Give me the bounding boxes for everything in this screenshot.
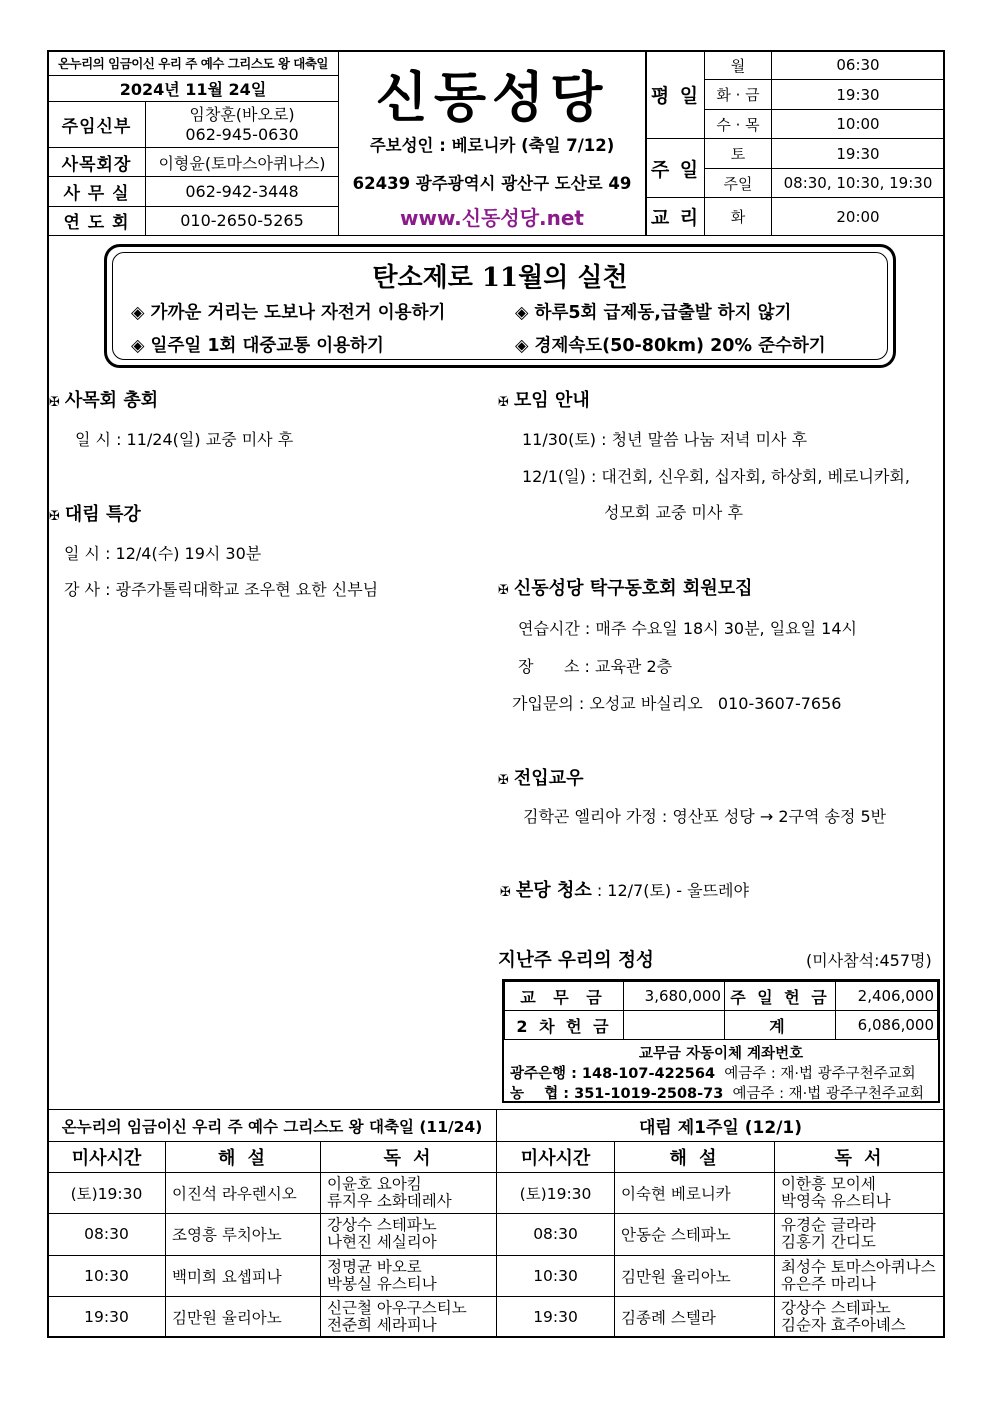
readers: 정명균 바오로 박봉실 유스티나	[321, 1255, 497, 1296]
column-header: 미사시간	[497, 1142, 615, 1173]
cross-marker-icon: ✠	[498, 773, 509, 788]
offering-box	[502, 979, 940, 1103]
church-title-block	[339, 50, 646, 236]
readers: 최성수 토마스아퀴나스 유은주 마리나	[775, 1255, 945, 1296]
offering-label: 주 일 헌 금	[725, 982, 836, 1011]
offering-value: 6,086,000	[836, 1011, 938, 1040]
pastor-name: 임창훈(바오로)	[189, 104, 295, 124]
advent-lecture-title: ✠ 대림 특강	[49, 504, 141, 525]
cross-marker-icon: ✠	[498, 583, 509, 598]
mass-time: 08:30	[497, 1214, 615, 1255]
cross-marker-icon: ✠	[500, 885, 511, 900]
schedule-time: 10:00	[772, 109, 945, 138]
council-president-label: 사목회장	[48, 148, 146, 177]
attendance-count: (미사참석:457명)	[806, 951, 932, 970]
readers: 이한흥 모이세 박영숙 유스티나	[775, 1173, 945, 1214]
offering-title: 지난주 우리의 정성	[498, 950, 654, 971]
carbon-zero-banner	[104, 244, 896, 368]
office-label: 사 무 실	[48, 177, 146, 206]
commentator: 김만원 율리아노	[166, 1296, 321, 1337]
meetings-title: ✠ 모임 안내	[498, 390, 590, 411]
column-header: 해 설	[166, 1142, 321, 1173]
cross-marker-icon: ✠	[498, 395, 509, 410]
website-link[interactable]: www.신동성당.net	[400, 206, 584, 230]
account-title: 교무금 자동이체 계좌번호	[638, 1046, 804, 1062]
banner-item: ◈ 가까운 거리는 도보나 자전거 이용하기	[131, 303, 446, 323]
readers: 강상수 스테파노 나현진 세실리아	[321, 1214, 497, 1255]
schedule-time: 06:30	[772, 51, 945, 80]
roster-left-title: 온누리의 임금이신 우리 주 예수 그리스도 왕 대축일 (11/24)	[48, 1110, 497, 1142]
advent-lecture-speaker: 강 사 : 광주가톨릭대학교 조우현 요한 신부님	[64, 580, 379, 599]
council-president-name: 이형윤(토마스아퀴나스)	[146, 148, 339, 177]
table-row	[48, 1173, 945, 1214]
cross-marker-icon: ✠	[49, 395, 60, 410]
pingpong-club-title: ✠ 신동성당 탁구동호회 회원모집	[498, 578, 753, 599]
schedule-day: 토	[705, 139, 772, 168]
offering-label: 2 차 헌 금	[505, 1011, 624, 1040]
commentator: 백미희 요셉피나	[166, 1255, 321, 1296]
schedule-time: 19:30	[772, 80, 945, 109]
prayer-group-label: 연 도 회	[48, 206, 146, 235]
readers: 이윤호 요아킴 류지우 소화데레사	[321, 1173, 497, 1214]
schedule-day: 주일	[705, 168, 772, 197]
readers: 신근철 아우구스티노 전준희 세라피나	[321, 1296, 497, 1337]
pastor-info	[146, 102, 339, 148]
header-info-table	[47, 50, 339, 236]
account-line: 농 협 : 351-1019-2508-73 예금주 : 재·법 광주구천주교회	[510, 1086, 924, 1102]
liturgy-roster	[47, 1109, 945, 1338]
patron-saint: 주보성인 : 베로니카 (축일 7/12)	[369, 136, 615, 155]
banner-item: ◈ 하루5회 급제동,급출발 하지 않기	[515, 303, 792, 323]
offering-value	[624, 1011, 725, 1040]
offering-label: 교 무 금	[505, 982, 624, 1011]
commentator: 조영흥 루치아노	[166, 1214, 321, 1255]
feast-title: 온누리의 임금이신 우리 주 예수 그리스도 왕 대축일	[48, 51, 339, 76]
meeting-line: 11/30(토) : 청년 말씀 나눔 저녁 미사 후	[522, 430, 808, 449]
pastor-label: 주임신부	[48, 102, 146, 148]
schedule-day: 화 · 금	[705, 80, 772, 109]
banner-title: 탄소제로 11월의 실천	[372, 263, 628, 293]
mass-time: (토)19:30	[48, 1173, 166, 1214]
schedule-day: 월	[705, 51, 772, 80]
mass-time: 19:30	[497, 1296, 615, 1337]
bulletin-date: 2024년 11월 24일	[48, 76, 339, 102]
commentator: 안동순 스테파노	[615, 1214, 775, 1255]
newcomer-title: ✠ 전입교우	[498, 768, 584, 789]
schedule-day: 수 · 목	[705, 109, 772, 138]
table-row	[48, 1214, 945, 1255]
commentator: 김종례 스텔라	[615, 1296, 775, 1337]
commentator: 김만원 율리아노	[615, 1255, 775, 1296]
sunday-label: 주 일	[647, 139, 705, 198]
mass-time: 08:30	[48, 1214, 166, 1255]
advent-lecture-time: 일 시 : 12/4(수) 19시 30분	[64, 544, 262, 563]
readers: 강상수 스테파노 김순자 효주아녜스	[775, 1296, 945, 1337]
pingpong-line: 가입문의 : 오성교 바실리오 010-3607-7656	[512, 694, 842, 713]
pingpong-line: 연습시간 : 매주 수요일 18시 30분, 일요일 14시	[518, 619, 857, 638]
church-name: 신동성당	[375, 66, 609, 129]
weekday-label: 평 일	[647, 51, 705, 139]
mass-time: 19:30	[48, 1296, 166, 1337]
cleaning-title: ✠ 본당 청소 : 12/7(토) - 울뜨레야	[500, 880, 749, 901]
offering-value: 2,406,000	[836, 982, 938, 1011]
mass-time: (토)19:30	[497, 1173, 615, 1214]
meeting-line: 12/1(일) : 대건회, 신우회, 십자회, 하상회, 베로니카회,	[522, 467, 910, 486]
column-header: 독 서	[321, 1142, 497, 1173]
pastor-phone: 062-945-0630	[185, 124, 299, 144]
newcomer-line: 김학곤 엘리아 가정 : 영산포 성당 → 2구역 송정 5반	[523, 807, 887, 826]
mass-time: 10:30	[48, 1255, 166, 1296]
offering-value: 3,680,000	[624, 982, 725, 1011]
offering-label: 계	[725, 1011, 836, 1040]
column-header: 미사시간	[48, 1142, 166, 1173]
banner-item: ◈ 일주일 1회 대중교통 이용하기	[131, 336, 384, 356]
table-row	[48, 1255, 945, 1296]
readers: 유경순 글라라 김홍기 간디도	[775, 1214, 945, 1255]
cross-marker-icon: ✠	[49, 509, 60, 524]
commentator: 이숙현 베로니카	[615, 1173, 775, 1214]
schedule-day: 화	[705, 198, 772, 236]
roster-right-title: 대림 제1주일 (12/1)	[497, 1110, 945, 1142]
table-row	[48, 1296, 945, 1337]
schedule-time: 19:30	[772, 139, 945, 168]
council-meeting-title: ✠ 사목회 총회	[49, 390, 159, 411]
pingpong-line: 장 소 : 교육관 2층	[518, 657, 673, 676]
office-phone: 062-942-3448	[146, 177, 339, 206]
schedule-time: 08:30, 10:30, 19:30	[772, 168, 945, 197]
meeting-line: 성모회 교중 미사 후	[604, 503, 743, 522]
mass-schedule-table	[646, 50, 945, 236]
schedule-time: 20:00	[772, 198, 945, 236]
cleaning-detail: : 12/7(토) - 울뜨레야	[591, 881, 749, 900]
column-header: 해 설	[615, 1142, 775, 1173]
commentator: 이진석 라우렌시오	[166, 1173, 321, 1214]
banner-item: ◈ 경제속도(50-80km) 20% 준수하기	[515, 336, 826, 356]
prayer-group-phone: 010-2650-5265	[146, 206, 339, 235]
mass-time: 10:30	[497, 1255, 615, 1296]
council-meeting-time: 일 시 : 11/24(일) 교중 미사 후	[75, 430, 294, 449]
catechism-label: 교 리	[647, 198, 705, 236]
account-line: 광주은행 : 148-107-422564 예금주 : 재·법 광주구천주교회	[510, 1066, 916, 1082]
church-address: 62439 광주광역시 광산구 도산로 49	[352, 174, 632, 193]
column-header: 독 서	[775, 1142, 945, 1173]
